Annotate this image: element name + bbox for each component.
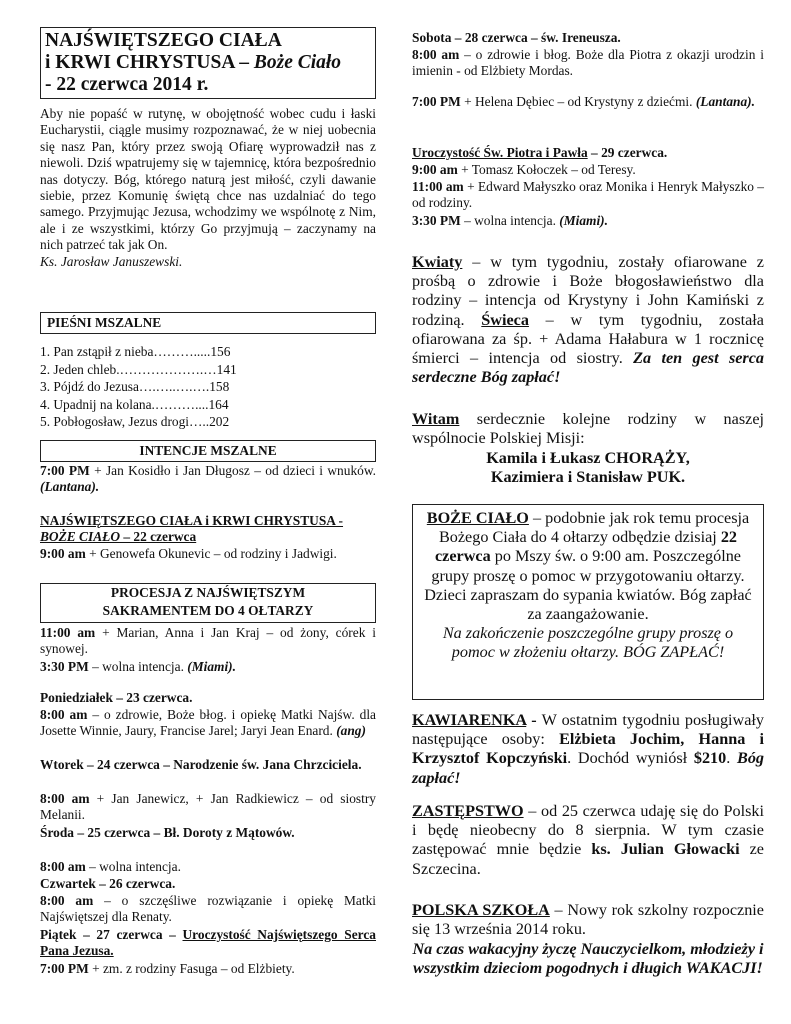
procession-box: PROCESJA Z NAJŚWIĘTSZYM SAKRAMENTEM DO 4 OŁTARZY bbox=[40, 583, 376, 623]
list-item: 3. Pójdź do Jezusa….…..….….158 bbox=[40, 379, 230, 395]
replacement-notice: ZASTĘPSTWO – od 25 czerwca udaję się do Polski i będę nieobecny do 8 sierpnia. W tym czasie zastępować mnie będzie ks. Julian Głowacki ze Szczecina. bbox=[412, 802, 764, 878]
thursday-heading: Czwartek – 26 czerwca. bbox=[40, 876, 176, 891]
corpus-christi-box: BOŻE CIAŁO – podobnie jak rok temu procesja Bożego Ciała do 4 ołtarzy odbędzie dzisiaj 22 czerwca po Mszy św. o 9:00 am. Poszczególne grupy proszę o pomoc w przygotowaniu ołtarzy. Dzieci zapraszam do sypania kwiatów. Bóg zapłać za zaangażowanie. Na zakończenie poszczególne grupy proszę o pomoc w złożeniu ołtarzy. BÓG ZAPŁAĆ! bbox=[412, 504, 764, 700]
sunday-heading: NAJŚWIĘTSZEGO CIAŁA i KRWI CHRYSTUSA - BOŻE CIAŁO – 22 czerwca bbox=[40, 513, 344, 545]
intention-sat-evening: 7:00 PM + Jan Kosidło i Jan Długosz – od dzieci i wnuków. (Lantana). bbox=[40, 463, 376, 495]
welcome-notice: Witam serdecznie kolejne rodziny w naszej wspólnocie Polskiej Misji: bbox=[412, 410, 764, 448]
saturday-heading: Sobota – 28 czerwca – św. Ireneusza. bbox=[412, 30, 621, 45]
list-item: 2. Jeden chleb.……………….…141 bbox=[40, 361, 237, 377]
intention-sun-9: 9:00 am + Genowefa Okunevic – od rodziny i Jadwigi. bbox=[40, 546, 337, 561]
flowers-notice: Kwiaty – w tym tygodniu, zostały ofiarowane z prośbą o zdrowie i Boże błogosławieństwo dla rodziny – intencja od Krystyny i John Kamiński z rodziną. Świeca – w tym tygodniu, została ofiarowana za śp. + Adama Hałabura w 1 rocznicę śmierci – intencja od siostry. Za ten gest serca serdeczne Bóg zapłać! bbox=[412, 253, 765, 387]
hymns-list bbox=[40, 343, 376, 431]
sunday29-heading: Uroczystość Św. Piotra i Pawła – 29 czerwca. bbox=[412, 145, 668, 160]
intention-sun29-330: 3:30 PM – wolna intencja. (Miami). bbox=[412, 213, 608, 228]
intention-fri: 7:00 PM + zm. z rodziny Fasuga – od Elżbiety. bbox=[40, 961, 295, 976]
page-title bbox=[40, 27, 376, 99]
intention-thu: 8:00 am – o szczęśliwe rozwiązanie i opiekę Matki Najświętszej dla Renaty. bbox=[40, 893, 376, 925]
list-item: 4. Upadnij na kolana.………....164 bbox=[40, 396, 229, 412]
tuesday-heading: Wtorek – 24 czerwca – Narodzenie św. Jana Chrzciciela. bbox=[40, 757, 362, 772]
school-notice: POLSKA SZKOŁA – Nowy rok szkolny rozpocznie się 13 września 2014 roku. bbox=[412, 901, 764, 939]
intro-text: Aby nie popaść w rutynę, w obojętność wobec cudu i łaski Eucharystii, ciągle musimy rozpoznawać, że w niej uobecnia się nasz Pan, który przez swoją Ofiarę wyprowadził nas z niewoli. Dziś wpatrujemy się w tajemnicę, która bezpośrednio nas dotyczy. Bóg, którego naturą jest miłość, czyli dawanie siebie, przez Komunię świętą chce nas uzdalniać do tego samego. Przyjmując Jezusa, wchodzimy we wspólnotę z Nim, ale i ze wszystkimi, którzy Go przyjmują – zaczynamy na nich patrzeć tak jak On. Ks. Jarosław Januszewski. bbox=[40, 106, 376, 269]
intention-tue: 8:00 am + Jan Janewicz, + Jan Radkiewicz – od siostry Melanii. bbox=[40, 791, 377, 823]
intention-sat-8: 8:00 am – o zdrowie i błog. Boże dla Piotra z okazji urodzin i imienin - od Elżbiety Mordas. bbox=[412, 47, 764, 79]
list-item: 5. Pobłogosław, Jezus drogi…..202 bbox=[40, 414, 230, 430]
wednesday-heading: Środa – 25 czerwca – Bł. Doroty z Mątowów. bbox=[40, 825, 295, 840]
hymns-header: PIEŚNI MSZALNE bbox=[40, 312, 376, 334]
cafe-notice: KAWIARENKA - W ostatnim tygodniu posługiwały następujące osoby: Elżbieta Jochim, Hanna i Krzysztof Kopczyński. Dochód wyniósł $210. Bóg zapłać! bbox=[412, 711, 765, 787]
title-line-2: i KRWI CHRYSTUSA – Boże Ciało bbox=[45, 52, 342, 73]
friday-heading: Piątek – 27 czerwca – Uroczystość Najświętszego Serca Pana Jezusa. bbox=[40, 927, 376, 959]
title-line-3: - 22 czerwca 2014 r. bbox=[45, 74, 209, 95]
intentions-header: INTENCJE MSZALNE bbox=[40, 440, 376, 462]
intention-sun-330: 3:30 PM – wolna intencja. (Miami). bbox=[40, 659, 236, 674]
list-item: 1. Pan zstąpił z nieba……….....156 bbox=[40, 344, 231, 359]
intention-sun29-9: 9:00 am + Tomasz Kołoczek – od Teresy. bbox=[412, 162, 636, 177]
intro-author: Ks. Jarosław Januszewski. bbox=[40, 253, 183, 269]
holiday-wish: Na czas wakacyjny życzę Nauczycielkom, młodzieży i wszystkim dzieciom pogodnych i długich WAKACJI! bbox=[412, 940, 764, 978]
intention-sun29-11: 11:00 am + Edward Małyszko oraz Monika i Henryk Małyszko – od rodziny. bbox=[412, 179, 765, 211]
intention-mon: 8:00 am – o zdrowie, Boże błog. i opiekę Matki Najśw. dla Josette Winnie, Jaury, Francise Jarel; Jaryi Jean Enard. (ang) bbox=[40, 707, 376, 739]
intention-sun-11: 11:00 am + Marian, Anna i Jan Kraj – od żony, córek i synowej. bbox=[40, 625, 376, 657]
title-line-1: NAJŚWIĘTSZEGO CIAŁA bbox=[45, 30, 282, 51]
intention-sat-7: 7:00 PM + Helena Dębiec – od Krystyny z dziećmi. (Lantana). bbox=[412, 94, 755, 109]
welcome-family-1: Kamila i Łukasz CHORĄŻY, bbox=[486, 449, 690, 467]
welcome-family-2: Kazimiera i Stanisław PUK. bbox=[490, 468, 686, 486]
monday-heading: Poniedziałek – 23 czerwca. bbox=[40, 690, 193, 705]
intention-wed: 8:00 am – wolna intencja. bbox=[40, 859, 181, 874]
